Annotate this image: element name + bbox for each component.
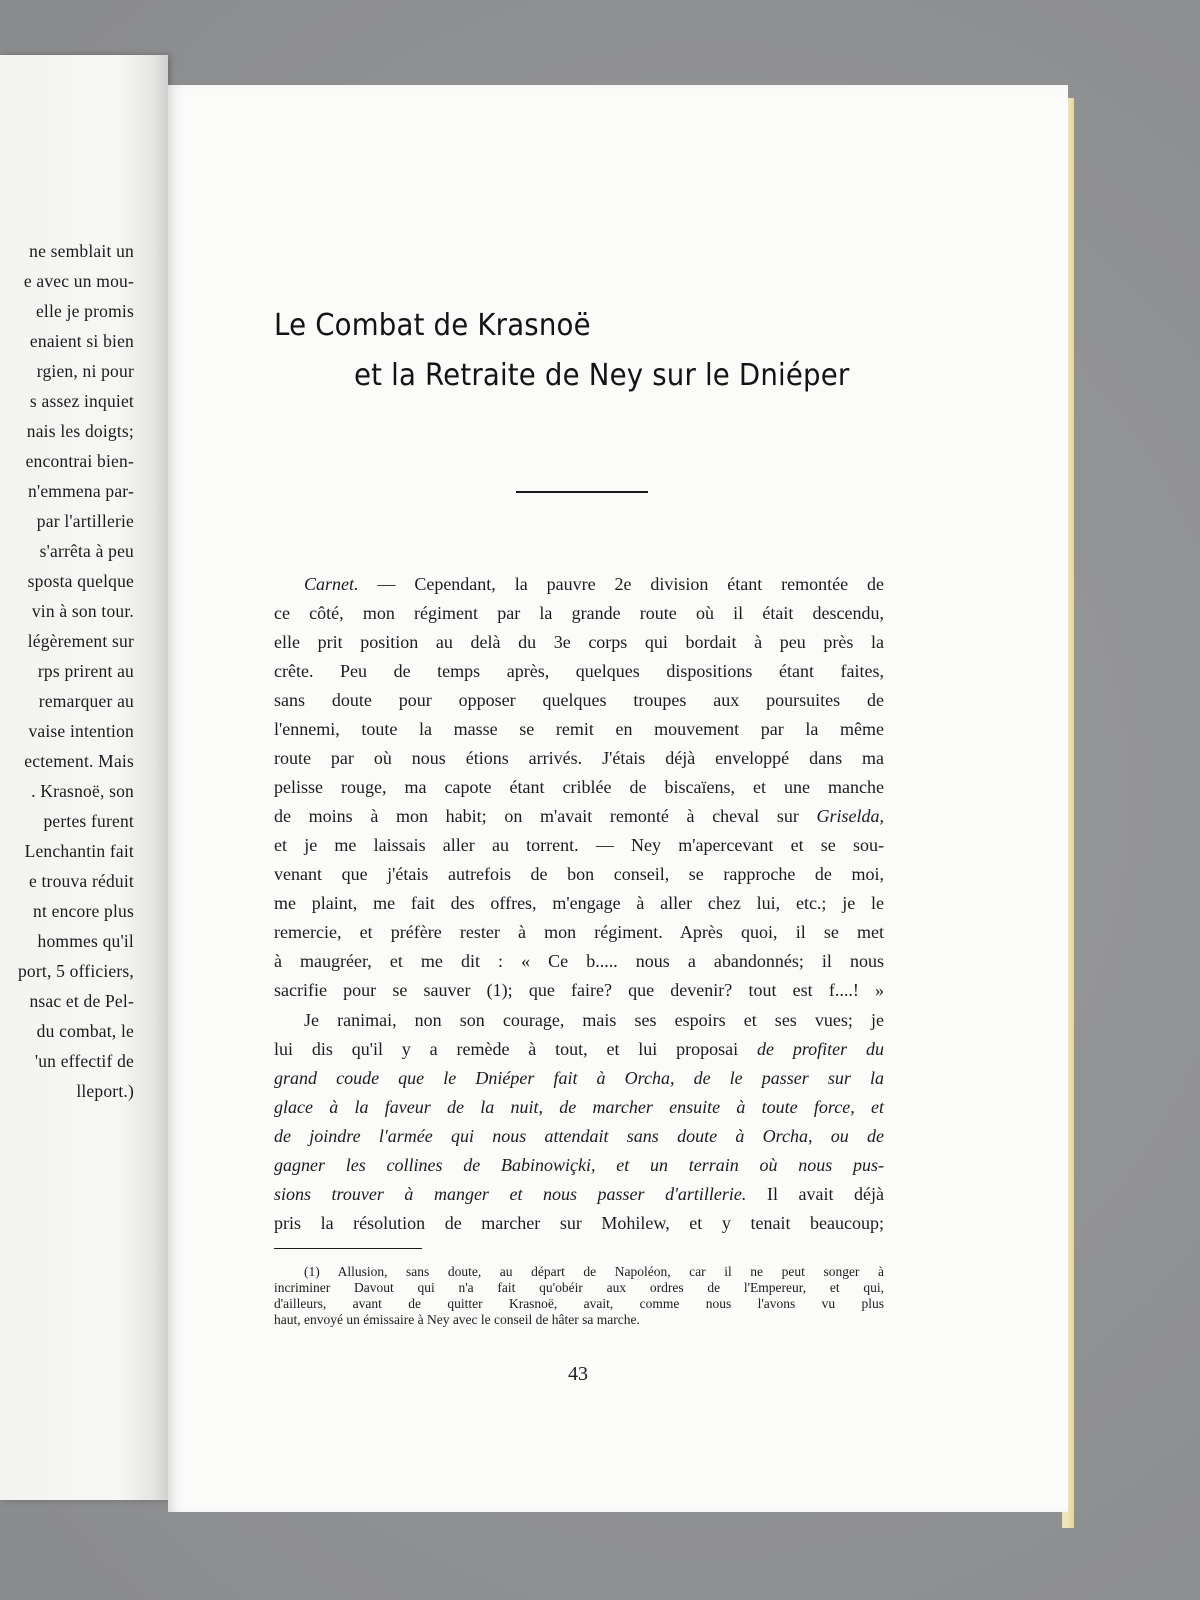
body-line: Je ranimai, non son courage, mais ses espoirs et ses vues; je xyxy=(304,1010,884,1030)
body-text-italic: de profiter du xyxy=(756,1039,884,1059)
body-line: route par où nous étions arrivés. J'étais déjà enveloppé dans ma xyxy=(274,748,884,768)
body-line: pelisse rouge, ma capote étant criblée de biscaïens, et une manche xyxy=(274,777,884,797)
left-page-line: rgien, ni pour xyxy=(36,361,134,381)
left-page-line: Lenchantin fait xyxy=(24,841,134,861)
body-line: remercie, et préfère rester à mon régiment. Après quoi, il se met xyxy=(274,922,884,942)
left-page-line: du combat, le xyxy=(36,1021,134,1041)
left-page-line: enaient si bien xyxy=(29,331,134,351)
left-page-line: légèrement sur xyxy=(27,631,134,651)
footnote-line: haut, envoyé un émissaire à Ney avec le conseil de hâter sa marche. xyxy=(274,1312,640,1327)
body-line: crête. Peu de temps après, quelques dispositions étant faites, xyxy=(274,661,884,681)
left-page-line: vaise intention xyxy=(28,721,134,741)
left-page-line: par l'artillerie xyxy=(36,511,134,531)
left-page-line: port, 5 officiers, xyxy=(17,961,134,981)
body-line: venant que j'étais autrefois de bon conseil, se rapproche de moi, xyxy=(274,864,884,884)
title-divider xyxy=(516,491,648,493)
left-page-line: nsac et de Pel- xyxy=(29,991,134,1011)
left-page-line: . Krasnoë, son xyxy=(31,781,134,801)
left-page-line: encontrai bien- xyxy=(25,451,134,471)
left-page-line: elle je promis xyxy=(35,301,134,321)
left-page-line: pertes furent xyxy=(43,811,134,831)
left-page-line: sposta quelque xyxy=(27,571,134,591)
body-line: grand coude que le Dniéper fait à Orcha, de le passer sur la xyxy=(274,1068,884,1088)
body-line xyxy=(274,1184,884,1205)
chapter-title-line-2: et la Retraite de Ney sur le Dniéper xyxy=(354,358,850,393)
body-line: sans doute pour opposer quelques troupes aux poursuites de xyxy=(274,690,884,710)
left-page-line: s'arrêta à peu xyxy=(39,541,134,561)
body-line: glace à la faveur de la nuit, de marcher ensuite à toute force, et xyxy=(274,1097,884,1117)
footnote-line: (1) Allusion, sans doute, au départ de Napoléon, car il ne peut songer à xyxy=(304,1264,884,1279)
body-line: de joindre l'armée qui nous attendait sans doute à Orcha, ou de xyxy=(274,1126,884,1146)
body-line: sacrifie pour se sauver (1); que faire? que devenir? tout est f....! » xyxy=(274,980,884,1000)
left-page-line: e trouva réduit xyxy=(28,871,134,891)
body-line: gagner les collines de Babinowiçki, et un terrain où nous pus- xyxy=(274,1155,884,1175)
left-page-line: hommes qu'il xyxy=(37,931,134,951)
left-page-line: vin à son tour. xyxy=(31,601,134,621)
left-page-line: ne semblait un xyxy=(29,241,134,261)
body-line: ce côté, mon régiment par la grande route où il était descendu, xyxy=(274,603,884,623)
source-label: Carnet. xyxy=(304,574,359,594)
left-page xyxy=(0,55,168,1500)
page-number: 43 xyxy=(568,1363,588,1385)
body-line: et je me laissais aller au torrent. — Ney m'apercevant et se sou- xyxy=(274,835,884,855)
body-line xyxy=(274,1039,884,1060)
left-page-line: lleport.) xyxy=(76,1081,134,1101)
body-text: de moins à mon habit; on m'avait remonté à cheval sur xyxy=(274,806,817,826)
left-page-line: rps prirent au xyxy=(37,661,134,681)
body-text: Il avait déjà xyxy=(746,1184,884,1204)
body-line: à maugréer, et me dit : « Ce b..... nous a abandonnés; il nous xyxy=(274,951,884,971)
chapter-title-line-1: Le Combat de Krasnoë xyxy=(274,308,591,343)
footnote-rule xyxy=(274,1248,422,1249)
body-line: pris la résolution de marcher sur Mohilew, et y tenait beaucoup; xyxy=(274,1213,884,1233)
body-text: — Cependant, la pauvre 2e division étant remontée de xyxy=(358,574,884,594)
body-line: l'ennemi, toute la masse se remit en mouvement par la même xyxy=(274,719,884,739)
left-page-line: s assez inquiet xyxy=(29,391,134,411)
body-line: elle prit position au delà du 3e corps qui bordait à peu près la xyxy=(274,632,884,652)
left-page-line: ectement. Mais xyxy=(24,751,134,771)
body-line: me plaint, me fait des offres, m'engage à aller chez lui, etc.; je le xyxy=(274,893,884,913)
left-page-line: n'emmena par- xyxy=(28,481,134,501)
body-text-italic: Griselda, xyxy=(816,806,884,826)
footnote-line: incriminer Davout qui n'a fait qu'obéir aux ordres de l'Empereur, et qui, xyxy=(274,1280,884,1295)
footnote-line: d'ailleurs, avant de quitter Krasnoë, avait, comme nous l'avons vu plus xyxy=(274,1296,884,1311)
left-page-line: remarquer au xyxy=(38,691,134,711)
left-page-line: e avec un mou- xyxy=(23,271,134,291)
left-page-line: 'un effectif de xyxy=(34,1051,134,1071)
body-text: lui dis qu'il y a remède à tout, et lui proposai xyxy=(274,1039,757,1059)
left-page-line: nt encore plus xyxy=(33,901,134,921)
body-line xyxy=(304,574,884,595)
body-text-italic: sions trouver à manger et nous passer d'artillerie. xyxy=(274,1184,747,1204)
left-page-line: nais les doigts; xyxy=(26,421,134,441)
body-line xyxy=(274,806,884,827)
